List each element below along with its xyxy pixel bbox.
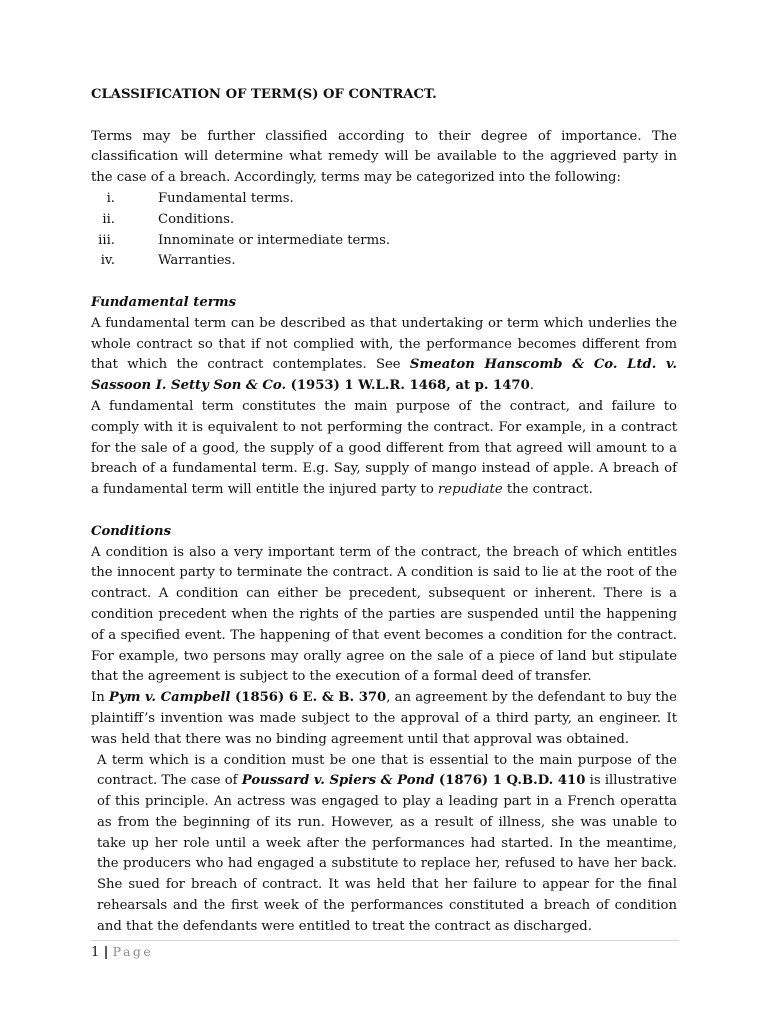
case-name: Pym v. Campbell xyxy=(108,690,231,706)
case-name: Poussard v. Spiers & Pond xyxy=(241,773,435,789)
fundamental-paragraph-1: A fundamental term can be described as that undertaking or term which underlies the whole contract so that if not complied with, the performance becomes different from that which the contract contemplates. See Smeaton Hanscomb & Co. Ltd. v. Sassoon I. Setty Son & Co. (1953) 1 W.L.R. 1468, at p. 1470. xyxy=(91,315,677,394)
page-label: Page xyxy=(112,944,154,959)
case-citation: (1856) 6 E. & B. 370 xyxy=(230,690,387,706)
list-item xyxy=(91,210,677,231)
list-item xyxy=(91,251,677,272)
page-number: 1 xyxy=(91,945,100,960)
footer-separator: | xyxy=(103,945,109,960)
term-classification-list xyxy=(91,189,677,272)
list-number: iii. xyxy=(98,232,115,248)
document-title: CLASSIFICATION OF TERM(S) OF CONTRACT. xyxy=(91,87,437,102)
conditions-paragraph-1: A condition is also a very important term of the contract, the breach of which entitles the innocent party to terminate the contract. A condition is said to lie at the root of the contract. A condition can either be precedent, subsequent or inherent. There is a condition precedent when the rights of the parties are suspended until the happening of a specified event. The happening of that event becomes a condition for the contract. For example, two persons may orally agree on the sale of a piece of land but stipulate that the agreement is subject to the execution of a formal deed of transfer. xyxy=(91,544,677,685)
case-citation: (1876) 1 Q.B.D. 410 xyxy=(434,773,586,789)
fundamental-terms-heading: Fundamental terms xyxy=(91,294,237,310)
intro-paragraph: Terms may be further classified according to their degree of importance. The classification will determine what remedy will be available to the aggrieved party in the case of a breach. Accordingly, terms may be categorized into the following: xyxy=(91,128,677,186)
document-page xyxy=(91,85,677,938)
case-citation: (1953) 1 W.L.R. 1468, at p. 1470 xyxy=(286,378,530,394)
emphasis-text: repudiate xyxy=(437,482,503,498)
list-text: Warranties. xyxy=(158,253,236,269)
conditions-paragraph-2: In Pym v. Campbell (1856) 6 E. & B. 370, an agreement by the defendant to buy the plaintiff’s invention was made subject to the approval of a third party, an engineer. It was held that there was no binding agreement until that approval was obtained. xyxy=(91,690,677,747)
list-number: i. xyxy=(106,190,115,206)
fundamental-paragraph-2: A fundamental term constitutes the main purpose of the contract, and failure to comply with it is equivalent to not performing the contract. For example, in a contract for the sale of a good, the supply of a good different from that agreed will amount to a breach of a fundamental term. E.g. Say, supply of mango instead of apple. A breach of a fundamental term will entitle the injured party to repudiate the contract. xyxy=(91,398,677,498)
list-number: ii. xyxy=(102,211,115,227)
conditions-heading: Conditions xyxy=(91,523,172,539)
list-text: Innominate or intermediate terms. xyxy=(158,232,391,248)
list-number: iv. xyxy=(100,253,115,269)
list-text: Fundamental terms. xyxy=(158,190,294,206)
list-text: Conditions. xyxy=(158,211,235,227)
list-item xyxy=(91,231,677,252)
case-name: Smeaton Hanscomb & Co. Ltd. v. Sassoon I. Setty Son & Co. xyxy=(91,357,677,394)
conditions-paragraph-3: A term which is a condition must be one that is essential to the main purpose of the contract. The case of Poussard v. Spiers & Pond (1876) 1 Q.B.D. 410 is illustrative of this principle. An actress was engaged to play a leading part in a French operatta as from the beginning of its run. However, as a result of illness, she was unable to take up her role until a week after the performances had started. In the meantime, the producers who had engaged a substitute to replace her, refused to have her back. She sued for breach of contract. It was held that her failure to appear for the final rehearsals and the first week of the performances constituted a breach of condition and that the defendants were entitled to treat the contract as discharged. xyxy=(97,752,677,934)
page-footer xyxy=(91,940,679,963)
list-item xyxy=(91,189,677,210)
